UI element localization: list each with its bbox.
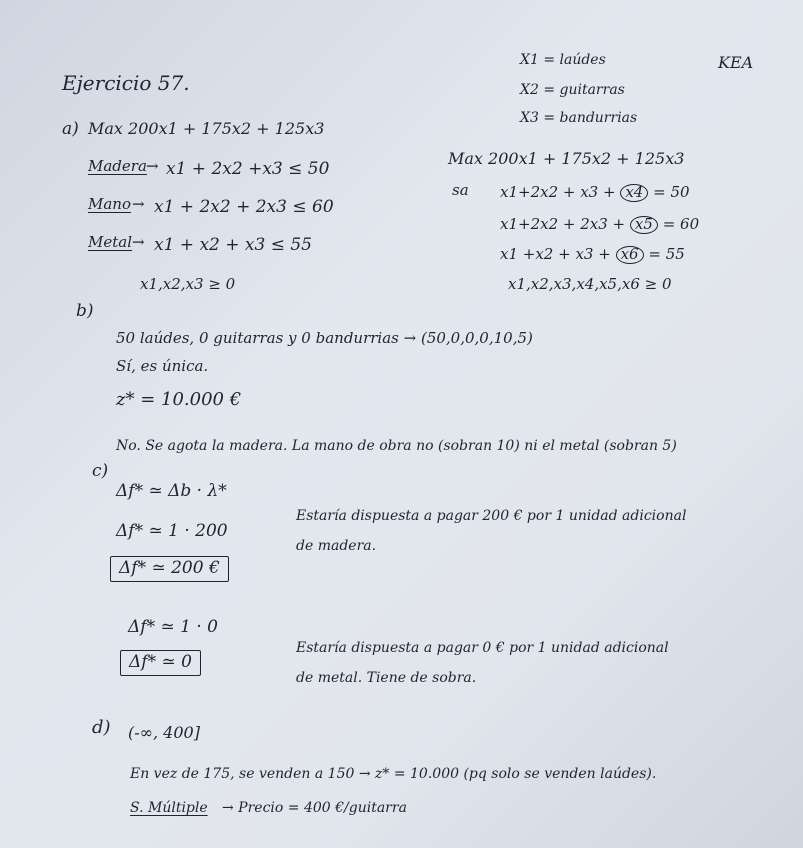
c-metal-text-1: Estaría dispuesta a pagar 0 € por 1 unidad adicional (296, 640, 669, 656)
standard-row-1 (500, 184, 690, 202)
objective-function: Max 200x1 + 175x2 + 125x3 (88, 119, 325, 138)
b-optimal-value: z* = 10.000 € (116, 389, 242, 410)
slack-circle: x5 (630, 216, 658, 234)
arrow-icon: → (132, 233, 145, 251)
b-unique: Sí, es única. (116, 357, 209, 375)
c-madera-text-1: Estaría dispuesta a pagar 200 € por 1 unidad adicional (296, 508, 687, 524)
constraint-metal-expr: x1 + x2 + x3 ≤ 55 (154, 235, 312, 255)
arrow-icon: → (146, 157, 159, 175)
b-resources: No. Se agota la madera. La mano de obra no (sobran 10) ni el metal (sobran 5) (116, 438, 677, 454)
exercise-title: Ejercicio 57. (62, 71, 190, 95)
slack-circle: x4 (620, 184, 648, 202)
d-price: → Precio = 400 €/guitarra (222, 800, 407, 816)
c-madera-calc: Δf* ≃ 1 · 200 (116, 521, 228, 541)
c-formula: Δf* ≃ Δb · λ* (116, 481, 227, 501)
d-multiple-solution: S. Múltiple (130, 800, 208, 816)
subject-to-label: sa (452, 181, 469, 199)
constraint-madera-name: Madera (88, 157, 147, 175)
part-a-label: a) (62, 119, 79, 139)
c-madera-result: Δf* ≃ 200 € (110, 556, 229, 582)
part-c-label: c) (92, 461, 109, 481)
d-explanation: En vez de 175, se venden a 150 → z* = 10.000 (pq solo se venden laúdes). (130, 766, 657, 782)
c-metal-calc: Δf* ≃ 1 · 0 (128, 617, 218, 637)
var-x2: X2 = guitarras (520, 82, 625, 98)
c-metal-result: Δf* ≃ 0 (120, 650, 201, 676)
author-initials: KEA (718, 53, 754, 72)
constraint-mano-name: Mano (88, 195, 131, 213)
row-rhs: = 60 (662, 215, 700, 233)
constraint-madera-expr: x1 + 2x2 +x3 ≤ 50 (166, 159, 330, 179)
nonnegativity: x1,x2,x3 ≥ 0 (140, 275, 236, 293)
constraint-mano-expr: x1 + 2x2 + 2x3 ≤ 60 (154, 197, 334, 217)
c-madera-text-2: de madera. (296, 538, 377, 554)
var-x1: X1 = laúdes (520, 52, 606, 68)
var-x3: X3 = bandurrias (520, 110, 638, 126)
standard-row-2 (500, 216, 699, 234)
row-lhs: x1 +x2 + x3 + (500, 245, 611, 263)
c-metal-text-2: de metal. Tiene de sobra. (296, 670, 477, 686)
row-rhs: = 50 (653, 183, 690, 201)
slack-circle: x6 (616, 246, 644, 264)
d-interval: (-∞, 400] (128, 723, 200, 742)
row-lhs: x1+2x2 + 2x3 + (500, 215, 626, 233)
row-lhs: x1+2x2 + x3 + (500, 183, 616, 201)
row-rhs: = 55 (648, 245, 685, 263)
part-b-label: b) (76, 301, 94, 321)
standard-row-3 (500, 246, 685, 264)
standard-nonnegativity: x1,x2,x3,x4,x5,x6 ≥ 0 (508, 275, 672, 293)
arrow-icon: → (132, 195, 145, 213)
b-solution: 50 laúdes, 0 guitarras y 0 bandurrias → (50,0,0,0,10,5) (116, 329, 533, 347)
constraint-metal-name: Metal (88, 233, 133, 251)
standard-objective: Max 200x1 + 175x2 + 125x3 (448, 149, 685, 168)
part-d-label: d) (92, 717, 111, 738)
